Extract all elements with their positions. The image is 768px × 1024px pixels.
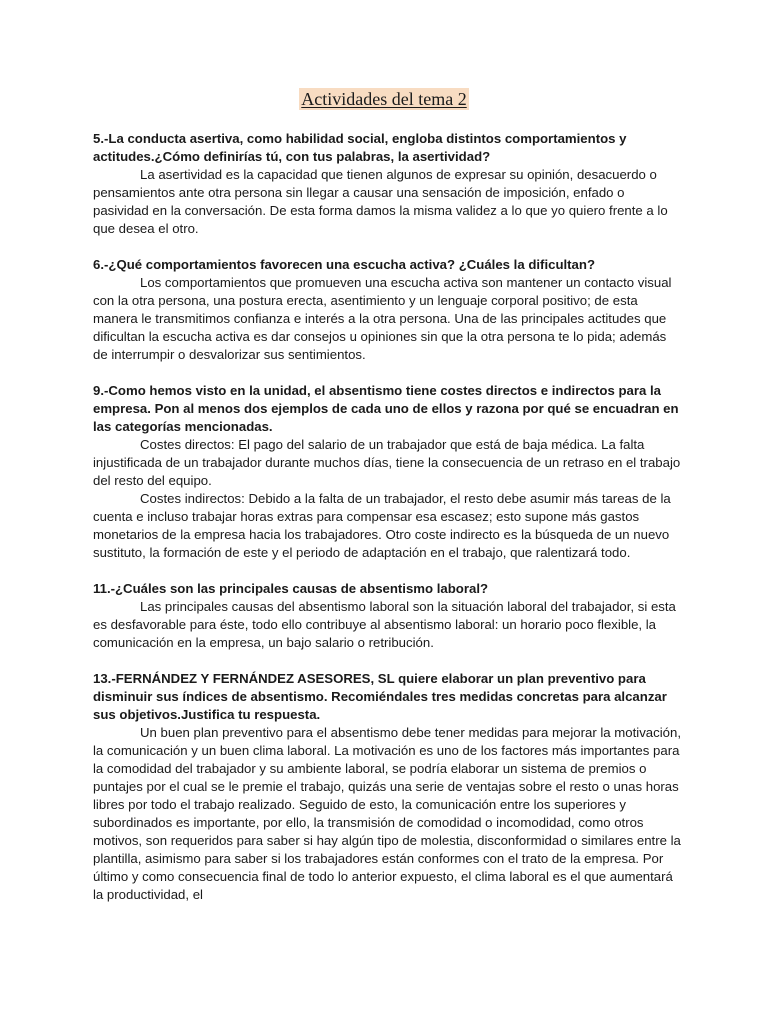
question-9: 9.-Como hemos visto en la unidad, el absentismo tiene costes directos e indirectos para la empresa. Pon al menos dos ejemplos de cada uno de ellos y razona por qué se encuadran en las categorías mencionadas. [93, 383, 679, 434]
section-13 [93, 670, 683, 904]
section-9 [93, 382, 683, 562]
question-11: 11.-¿Cuáles son las principales causas de absentismo laboral? [93, 581, 489, 596]
section-spacer [93, 364, 683, 382]
section-11 [93, 580, 683, 652]
section-spacer [93, 652, 683, 670]
page-title: Actividades del tema 2 [301, 89, 467, 109]
answer-9-indirect-costs: Costes indirectos: Debido a la falta de un trabajador, el resto debe asumir más tareas de la cuenta e incluso trabajar horas extras para compensar esa escasez; esto supone más gastos monetarios de la empresa hacia los trabajadores. Otro coste indirecto es la búsqueda de un nuevo sustituto, la formación de este y el periodo de adaptación en el trabajo, que ralentizará todo. [93, 491, 671, 560]
question-6: 6.-¿Qué comportamientos favorecen una escucha activa? ¿Cuáles la dificultan? [93, 257, 595, 272]
section-5 [93, 130, 683, 238]
answer-6: Los comportamientos que promueven una escucha activa son mantener un contacto visual con la otra persona, una postura erecta, asentimiento y un lenguaje corporal positivo; de esta manera le transmitimos confianza e interés a la otra persona. Una de las principales actitudes que dificultan la escucha activa es dar consejos u opiniones sin que la otra persona te lo pida; además de interrumpir o desvalorizar sus sentimientos. [93, 275, 672, 362]
question-13: 13.-FERNÁNDEZ Y FERNÁNDEZ ASESORES, SL quiere elaborar un plan preventivo para disminuir sus índices de absentismo. Recomiéndales tres medidas concretas para alcanzar sus objetivos.Justifica tu respuesta. [93, 671, 667, 722]
section-6 [93, 256, 683, 364]
answer-5: La asertividad es la capacidad que tienen algunos de expresar su opinión, desacuerdo o pensamientos ante otra persona sin llegar a causar una sensación de imposición, enfado o pasividad en la conversación. De esta forma damos la misma validez a lo que yo quiero frente a lo que desea el otro. [93, 167, 668, 236]
answer-13: Un buen plan preventivo para el absentismo debe tener medidas para mejorar la motivación, la comunicación y un buen clima laboral. La motivación es uno de los factores más importantes para la comodidad del trabajador y su ambiente laboral, se podría elaborar un sistema de premios o puntajes por el cual se le premie el trabajo, quizás una serie de ventajas sobre el resto o unas horas libres por todo el trabajo realizado. Seguido de esto, la comunicación entre los superiores y subordinados es importante, por ello, la transmisión de comodidad o incomodidad, como otros motivos, son requeridos para saber si hay algún tipo de molestia, disconformidad o similares entre la plantilla, asimismo para saber si los trabajadores están conformes con el trato de la empresa. Por último y como consecuencia final de todo lo anterior expuesto, el clima laboral es el que aumentará la productividad, el [93, 725, 681, 902]
question-5: 5.-La conducta asertiva, como habilidad social, engloba distintos comportamientos y actitudes.¿Cómo definirías tú, con tus palabras, la asertividad? [93, 131, 627, 164]
section-spacer [93, 238, 683, 256]
answer-9-direct-costs: Costes directos: El pago del salario de un trabajador que está de baja médica. La falta injustificada de un trabajador durante muchos días, tiene la consecuencia de un retraso en el trabajo del resto del equipo. [93, 437, 681, 488]
answer-11: Las principales causas del absentismo laboral son la situación laboral del trabajador, si esta es desfavorable para éste, todo ello contribuye al absentismo laboral: un horario poco flexible, la comunicación en la empresa, un bajo salario o retribución. [93, 599, 676, 650]
document-body [93, 130, 683, 904]
section-spacer [93, 562, 683, 580]
title-container [0, 88, 768, 110]
